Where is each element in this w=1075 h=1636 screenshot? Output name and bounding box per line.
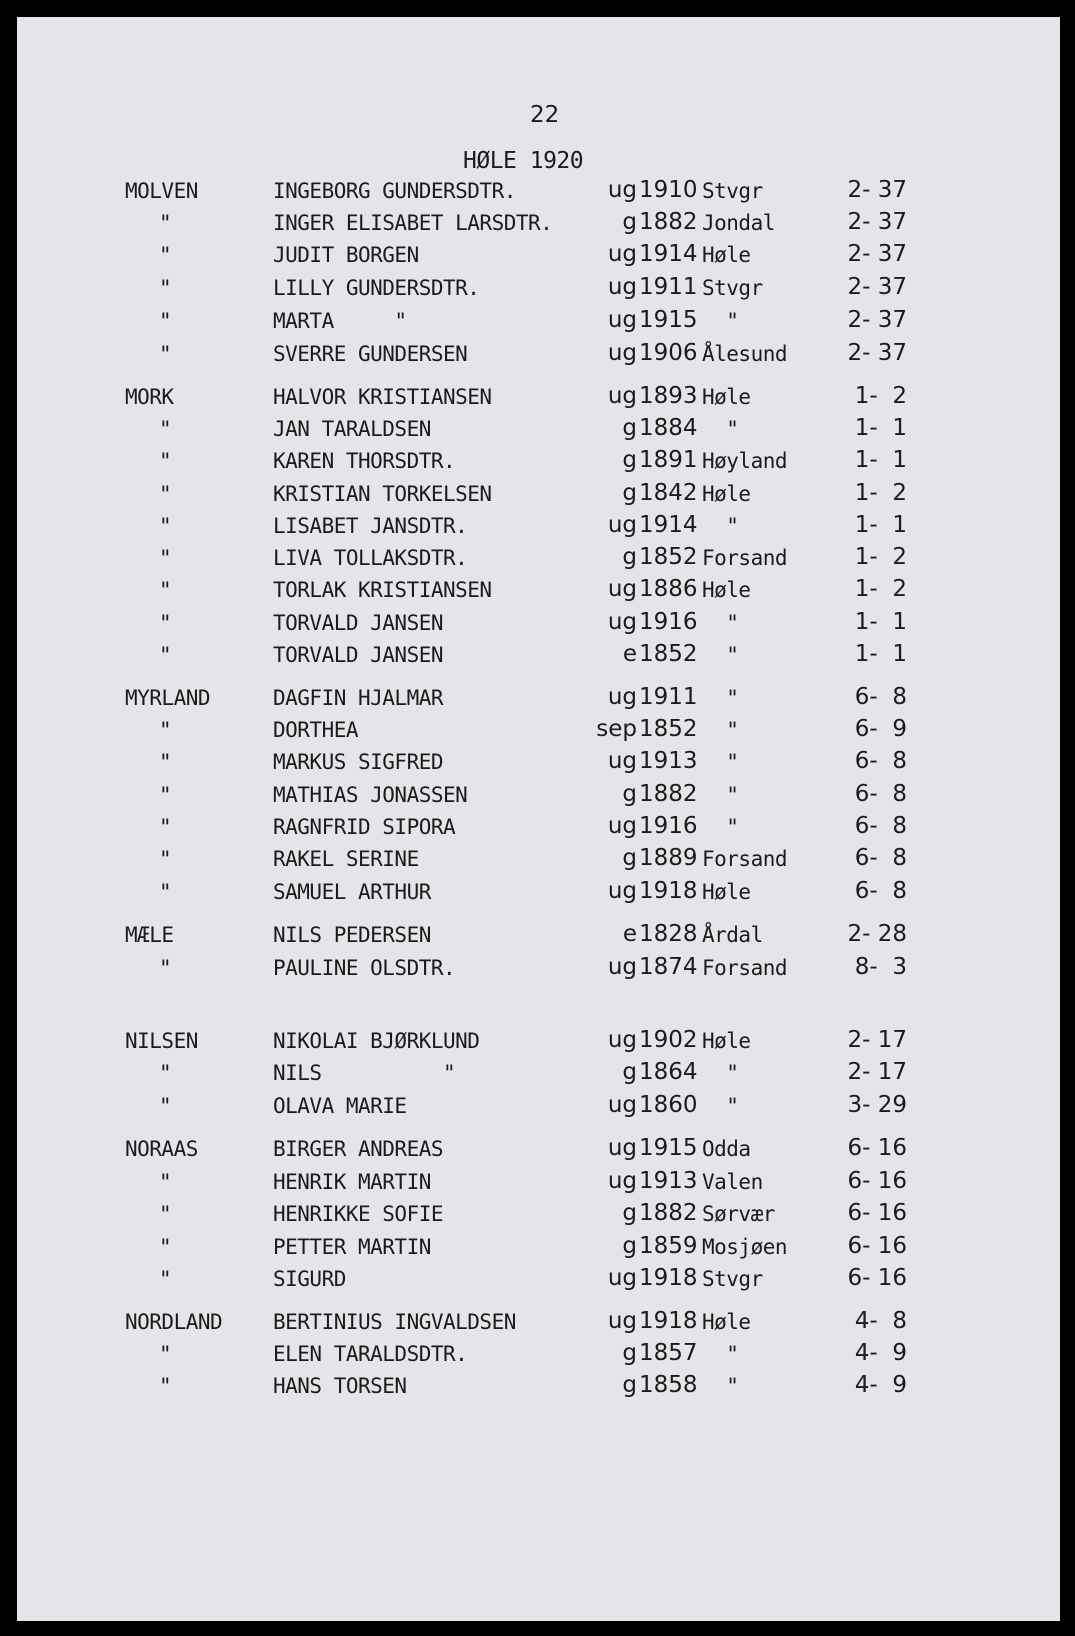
birth-year: 1918 <box>639 1265 698 1291</box>
marital-status: ug <box>607 512 637 538</box>
birth-year: 1913 <box>639 748 698 774</box>
farm-name: NORAAS <box>125 1137 198 1161</box>
marital-status: ug <box>607 1135 637 1161</box>
farm-name: " <box>159 1267 172 1291</box>
birthplace: Odda <box>702 1137 751 1161</box>
page-number: 22 <box>530 102 560 128</box>
person-name: SAMUEL ARTHUR <box>273 880 431 904</box>
reference: 4- 8 <box>854 1308 907 1334</box>
person-name: HALVOR KRISTIANSEN <box>273 385 492 409</box>
person-name: JAN TARALDSEN <box>273 417 431 441</box>
person-name: TORLAK KRISTIANSEN <box>273 578 492 602</box>
person-name: JUDIT BORGEN <box>273 243 419 267</box>
reference: 6- 16 <box>847 1168 907 1194</box>
birth-year: 1889 <box>639 845 698 871</box>
farm-name: " <box>159 546 172 570</box>
reference: 2- 37 <box>847 209 907 235</box>
birthplace: " <box>702 417 739 441</box>
birth-year: 1874 <box>639 954 698 980</box>
marital-status: ug <box>607 813 637 839</box>
reference: 2- 37 <box>847 307 907 333</box>
birth-year: 1911 <box>639 274 698 300</box>
birth-year: 1882 <box>639 781 698 807</box>
birth-year: 1916 <box>639 813 698 839</box>
birthplace: Mosjøen <box>702 1235 788 1259</box>
reference: 6- 16 <box>847 1135 907 1161</box>
reference: 6- 16 <box>847 1200 907 1226</box>
farm-name: " <box>159 1235 172 1259</box>
birthplace: Høle <box>702 1310 751 1334</box>
birthplace: Høle <box>702 482 751 506</box>
reference: 2- 37 <box>847 177 907 203</box>
farm-name: " <box>159 880 172 904</box>
birthplace: Stvgr <box>702 179 763 203</box>
birthplace: " <box>702 686 739 710</box>
farm-name: " <box>159 643 172 667</box>
farm-name: " <box>159 482 172 506</box>
farm-name: NILSEN <box>125 1029 198 1053</box>
farm-name: MOLVEN <box>125 179 198 203</box>
birthplace: Høle <box>702 243 751 267</box>
person-name: INGER ELISABET LARSDTR. <box>273 211 553 235</box>
birthplace: " <box>702 1374 739 1398</box>
farm-name: " <box>159 578 172 602</box>
birth-year: 1916 <box>639 609 698 635</box>
farm-name: " <box>159 514 172 538</box>
marital-status: ug <box>607 1168 637 1194</box>
reference: 6- 16 <box>847 1233 907 1259</box>
birthplace: Høle <box>702 880 751 904</box>
birthplace: " <box>702 1094 739 1118</box>
person-name: KRISTIAN TORKELSEN <box>273 482 492 506</box>
birthplace: " <box>702 783 739 807</box>
birthplace: Årdal <box>702 923 763 947</box>
person-name: NILS " <box>273 1061 456 1085</box>
person-name: HENRIKKE SOFIE <box>273 1202 444 1226</box>
reference: 1- 2 <box>854 383 907 409</box>
birth-year: 1859 <box>639 1233 698 1259</box>
person-name: SIGURD <box>273 1267 346 1291</box>
reference: 2- 28 <box>847 921 907 947</box>
reference: 1- 2 <box>854 544 907 570</box>
person-name: HENRIK MARTIN <box>273 1170 431 1194</box>
marital-status: g <box>622 1340 637 1366</box>
reference: 1- 2 <box>854 576 907 602</box>
reference: 2- 37 <box>847 340 907 366</box>
person-name: LISABET JANSDTR. <box>273 514 468 538</box>
birthplace: " <box>702 1061 739 1085</box>
marital-status: g <box>622 1372 637 1398</box>
person-name: NILS PEDERSEN <box>273 923 431 947</box>
reference: 1- 2 <box>854 480 907 506</box>
reference: 6- 8 <box>854 845 907 871</box>
farm-name: " <box>159 1170 172 1194</box>
birthplace: Ålesund <box>702 342 788 366</box>
farm-name: " <box>159 1342 172 1366</box>
farm-name: " <box>159 1202 172 1226</box>
birth-year: 1884 <box>639 415 698 441</box>
farm-name: " <box>159 847 172 871</box>
marital-status: e <box>622 921 637 947</box>
page-title: HØLE 1920 <box>463 148 584 174</box>
marital-status: ug <box>607 1308 637 1334</box>
marital-status: e <box>622 641 637 667</box>
farm-name: " <box>159 1061 172 1085</box>
reference: 6- 8 <box>854 813 907 839</box>
marital-status: ug <box>607 576 637 602</box>
marital-status: ug <box>607 177 637 203</box>
reference: 1- 1 <box>854 641 907 667</box>
marital-status: ug <box>607 307 637 333</box>
birth-year: 1915 <box>639 1135 698 1161</box>
person-name: PAULINE OLSDTR. <box>273 956 456 980</box>
farm-name: " <box>159 1374 172 1398</box>
birth-year: 1860 <box>639 1092 698 1118</box>
reference: 4- 9 <box>854 1372 907 1398</box>
reference: 6- 8 <box>854 878 907 904</box>
person-name: RAGNFRID SIPORA <box>273 815 456 839</box>
person-name: KAREN THORSDTR. <box>273 449 456 473</box>
birthplace: Høle <box>702 578 751 602</box>
birth-year: 1891 <box>639 447 698 473</box>
person-name: ELEN TARALDSDTR. <box>273 1342 468 1366</box>
farm-name: " <box>159 718 172 742</box>
person-name: BERTINIUS INGVALDSEN <box>273 1310 516 1334</box>
reference: 1- 1 <box>854 415 907 441</box>
farm-name: " <box>159 750 172 774</box>
birth-year: 1858 <box>639 1372 698 1398</box>
marital-status: g <box>622 209 637 235</box>
farm-name: MÆLE <box>125 923 174 947</box>
birth-year: 1918 <box>639 1308 698 1334</box>
marital-status: ug <box>607 1265 637 1291</box>
person-name: LILLY GUNDERSDTR. <box>273 276 480 300</box>
reference: 3- 29 <box>847 1092 907 1118</box>
birth-year: 1902 <box>639 1027 698 1053</box>
birth-year: 1893 <box>639 383 698 409</box>
birthplace: Valen <box>702 1170 763 1194</box>
person-name: TORVALD JANSEN <box>273 643 444 667</box>
marital-status: ug <box>607 241 637 267</box>
marital-status: ug <box>607 1027 637 1053</box>
marital-status: g <box>622 480 637 506</box>
person-name: PETTER MARTIN <box>273 1235 431 1259</box>
reference: 1- 1 <box>854 447 907 473</box>
birthplace: Høle <box>702 385 751 409</box>
reference: 4- 9 <box>854 1340 907 1366</box>
reference: 6- 8 <box>854 781 907 807</box>
person-name: SVERRE GUNDERSEN <box>273 342 468 366</box>
farm-name: " <box>159 449 172 473</box>
person-name: MARTA " <box>273 309 407 333</box>
birth-year: 1914 <box>639 241 698 267</box>
birth-year: 1915 <box>639 307 698 333</box>
person-name: BIRGER ANDREAS <box>273 1137 444 1161</box>
birthplace: " <box>702 514 739 538</box>
birth-year: 1913 <box>639 1168 698 1194</box>
reference: 6- 8 <box>854 684 907 710</box>
farm-name: " <box>159 309 172 333</box>
birth-year: 1857 <box>639 1340 698 1366</box>
marital-status: g <box>622 544 637 570</box>
farm-name: " <box>159 276 172 300</box>
person-name: HANS TORSEN <box>273 1374 407 1398</box>
birthplace: " <box>702 611 739 635</box>
farm-name: MORK <box>125 385 174 409</box>
farm-name: " <box>159 956 172 980</box>
birthplace: Forsand <box>702 956 788 980</box>
birthplace: " <box>702 1342 739 1366</box>
marital-status: ug <box>607 954 637 980</box>
farm-name: MYRLAND <box>125 686 211 710</box>
person-name: RAKEL SERINE <box>273 847 419 871</box>
marital-status: g <box>622 845 637 871</box>
person-name: NIKOLAI BJØRKLUND <box>273 1029 480 1053</box>
person-name: MARKUS SIGFRED <box>273 750 444 774</box>
reference: 6- 8 <box>854 748 907 774</box>
birthplace: Høle <box>702 1029 751 1053</box>
farm-name: " <box>159 815 172 839</box>
person-name: DAGFIN HJALMAR <box>273 686 444 710</box>
reference: 6- 9 <box>854 716 907 742</box>
farm-name: " <box>159 342 172 366</box>
birth-year: 1906 <box>639 340 698 366</box>
reference: 2- 37 <box>847 241 907 267</box>
marital-status: ug <box>607 878 637 904</box>
farm-name: " <box>159 783 172 807</box>
marital-status: ug <box>607 1092 637 1118</box>
birthplace: Stvgr <box>702 1267 763 1291</box>
document-page <box>17 17 1060 1621</box>
marital-status: g <box>622 781 637 807</box>
reference: 2- 17 <box>847 1059 907 1085</box>
birth-year: 1864 <box>639 1059 698 1085</box>
person-name: INGEBORG GUNDERSDTR. <box>273 179 516 203</box>
marital-status: ug <box>607 274 637 300</box>
marital-status: sep <box>596 716 637 742</box>
reference: 8- 3 <box>854 954 907 980</box>
reference: 1- 1 <box>854 609 907 635</box>
birthplace: Forsand <box>702 546 788 570</box>
birthplace: " <box>702 718 739 742</box>
birth-year: 1911 <box>639 684 698 710</box>
birthplace: " <box>702 750 739 774</box>
marital-status: g <box>622 1233 637 1259</box>
birth-year: 1852 <box>639 544 698 570</box>
farm-name: " <box>159 611 172 635</box>
person-name: TORVALD JANSEN <box>273 611 444 635</box>
birth-year: 1886 <box>639 576 698 602</box>
marital-status: ug <box>607 684 637 710</box>
birthplace: " <box>702 815 739 839</box>
reference: 2- 17 <box>847 1027 907 1053</box>
farm-name: " <box>159 211 172 235</box>
marital-status: ug <box>607 748 637 774</box>
person-name: DORTHEA <box>273 718 359 742</box>
reference: 6- 16 <box>847 1265 907 1291</box>
birth-year: 1910 <box>639 177 698 203</box>
birth-year: 1918 <box>639 878 698 904</box>
person-name: MATHIAS JONASSEN <box>273 783 468 807</box>
farm-name: " <box>159 417 172 441</box>
birth-year: 1882 <box>639 1200 698 1226</box>
birthplace: Forsand <box>702 847 788 871</box>
marital-status: ug <box>607 340 637 366</box>
birthplace: " <box>702 643 739 667</box>
birthplace: Sørvær <box>702 1202 775 1226</box>
birth-year: 1852 <box>639 716 698 742</box>
reference: 1- 1 <box>854 512 907 538</box>
marital-status: g <box>622 1200 637 1226</box>
birth-year: 1842 <box>639 480 698 506</box>
birth-year: 1882 <box>639 209 698 235</box>
person-name: LIVA TOLLAKSDTR. <box>273 546 468 570</box>
marital-status: g <box>622 1059 637 1085</box>
marital-status: ug <box>607 383 637 409</box>
birth-year: 1852 <box>639 641 698 667</box>
birthplace: Stvgr <box>702 276 763 300</box>
birthplace: " <box>702 309 739 333</box>
reference: 2- 37 <box>847 274 907 300</box>
birth-year: 1914 <box>639 512 698 538</box>
birth-year: 1828 <box>639 921 698 947</box>
person-name: OLAVA MARIE <box>273 1094 407 1118</box>
birthplace: Høyland <box>702 449 788 473</box>
farm-name: " <box>159 243 172 267</box>
marital-status: ug <box>607 609 637 635</box>
marital-status: g <box>622 447 637 473</box>
birthplace: Jondal <box>702 211 775 235</box>
farm-name: NORDLAND <box>125 1310 223 1334</box>
farm-name: " <box>159 1094 172 1118</box>
marital-status: g <box>622 415 637 441</box>
